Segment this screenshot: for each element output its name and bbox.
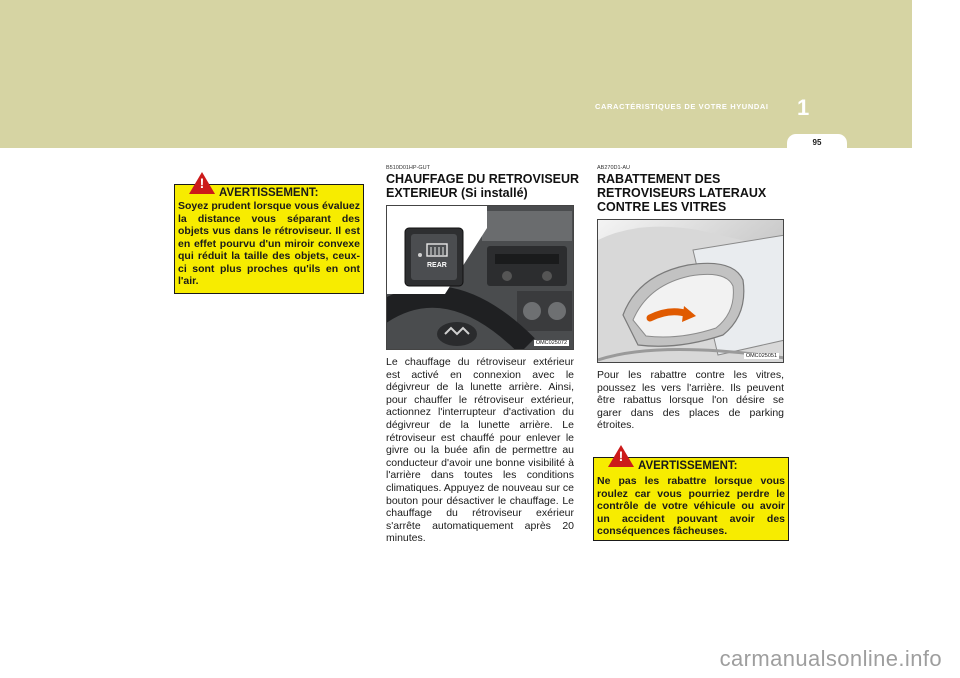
exclamation-icon: !: [199, 175, 205, 191]
side-mirror-illustration: [598, 220, 784, 363]
folding-mirror-title-line2: RETROVISEURS LATERAUX: [597, 186, 767, 200]
right-warning-title: AVERTISSEMENT:: [638, 460, 738, 472]
heated-mirror-body: Le chauffage du rétroviseur extérieur est activé en connexion avec le dégivreur de la lunette arrière. Ainsi, pour chauffer le rétroviseur extérieur, actionnez l'interrupteur d'activation du dégivreur de la lunette arrière. Le rétroviseur est chauffé pour enlever le givre ou la buée afin de permettre au conducteur d'avoir une bonne visibilité à l'arrière dans toutes les conditions climatiques. Appuyez de nouveau sur ce bouton pour désactiver le chauffage. Le chauffage du rétroviseur exérieur s'arrête automatiquement après 20 minutes.: [386, 356, 574, 545]
header-section-title: CARACTÉRISTIQUES DE VOTRE HYUNDAI: [595, 102, 769, 111]
heated-mirror-code: B510D01HP-GUT: [386, 165, 431, 171]
folding-mirror-title-line3: CONTRE LES VITRES: [597, 200, 727, 214]
exclamation-icon: !: [618, 448, 624, 464]
chapter-number: 1: [797, 95, 810, 120]
left-warning-body: Soyez prudent lorsque vous évaluez la distance vous séparant des objets vus dans le rétroviseur. Il est en effet pourvu d'un miroir convexe qui réduit la taille des objets, ceux-ci sont plus proches qu'ils en ont l'air.: [178, 200, 360, 287]
folding-mirror-title-line1: RABATTEMENT DES: [597, 172, 721, 186]
footer-watermark: carmanualsonline.info: [719, 646, 942, 671]
left-warning-title: AVERTISSEMENT:: [219, 187, 319, 199]
rear-button-label: REAR: [427, 262, 447, 269]
dashboard-illustration: [387, 206, 574, 350]
page-number: 95: [787, 134, 847, 152]
folding-mirror-code: AB270D1-AU: [597, 165, 631, 171]
heated-mirror-figure: [386, 205, 574, 350]
header-band: [0, 0, 912, 148]
folding-mirror-figure-caption: OMC025051: [745, 353, 777, 359]
folding-mirror-body: Pour les rabattre contre les vitres, poussez les vers l'arrière. Ils peuvent être rabattus lorsque l'on désire se garer dans des places de parking étroites.: [597, 369, 784, 432]
right-warning-box: [593, 448, 789, 541]
heated-mirror-figure-caption: OMC025072: [535, 340, 567, 346]
heated-mirror-title-line2: EXTERIEUR (Si installé): [386, 186, 528, 200]
left-warning-box: [174, 175, 364, 294]
folding-mirror-figure: [597, 219, 784, 363]
heated-mirror-title-line1: CHAUFFAGE DU RETROVISEUR: [386, 172, 580, 186]
right-warning-body: Ne pas les rabattre lorsque vous roulez car vous pourriez perdre le contrôle de votre véhicule ou avoir un accident pouvant avoir des conséquences fâcheuses.: [597, 475, 785, 537]
